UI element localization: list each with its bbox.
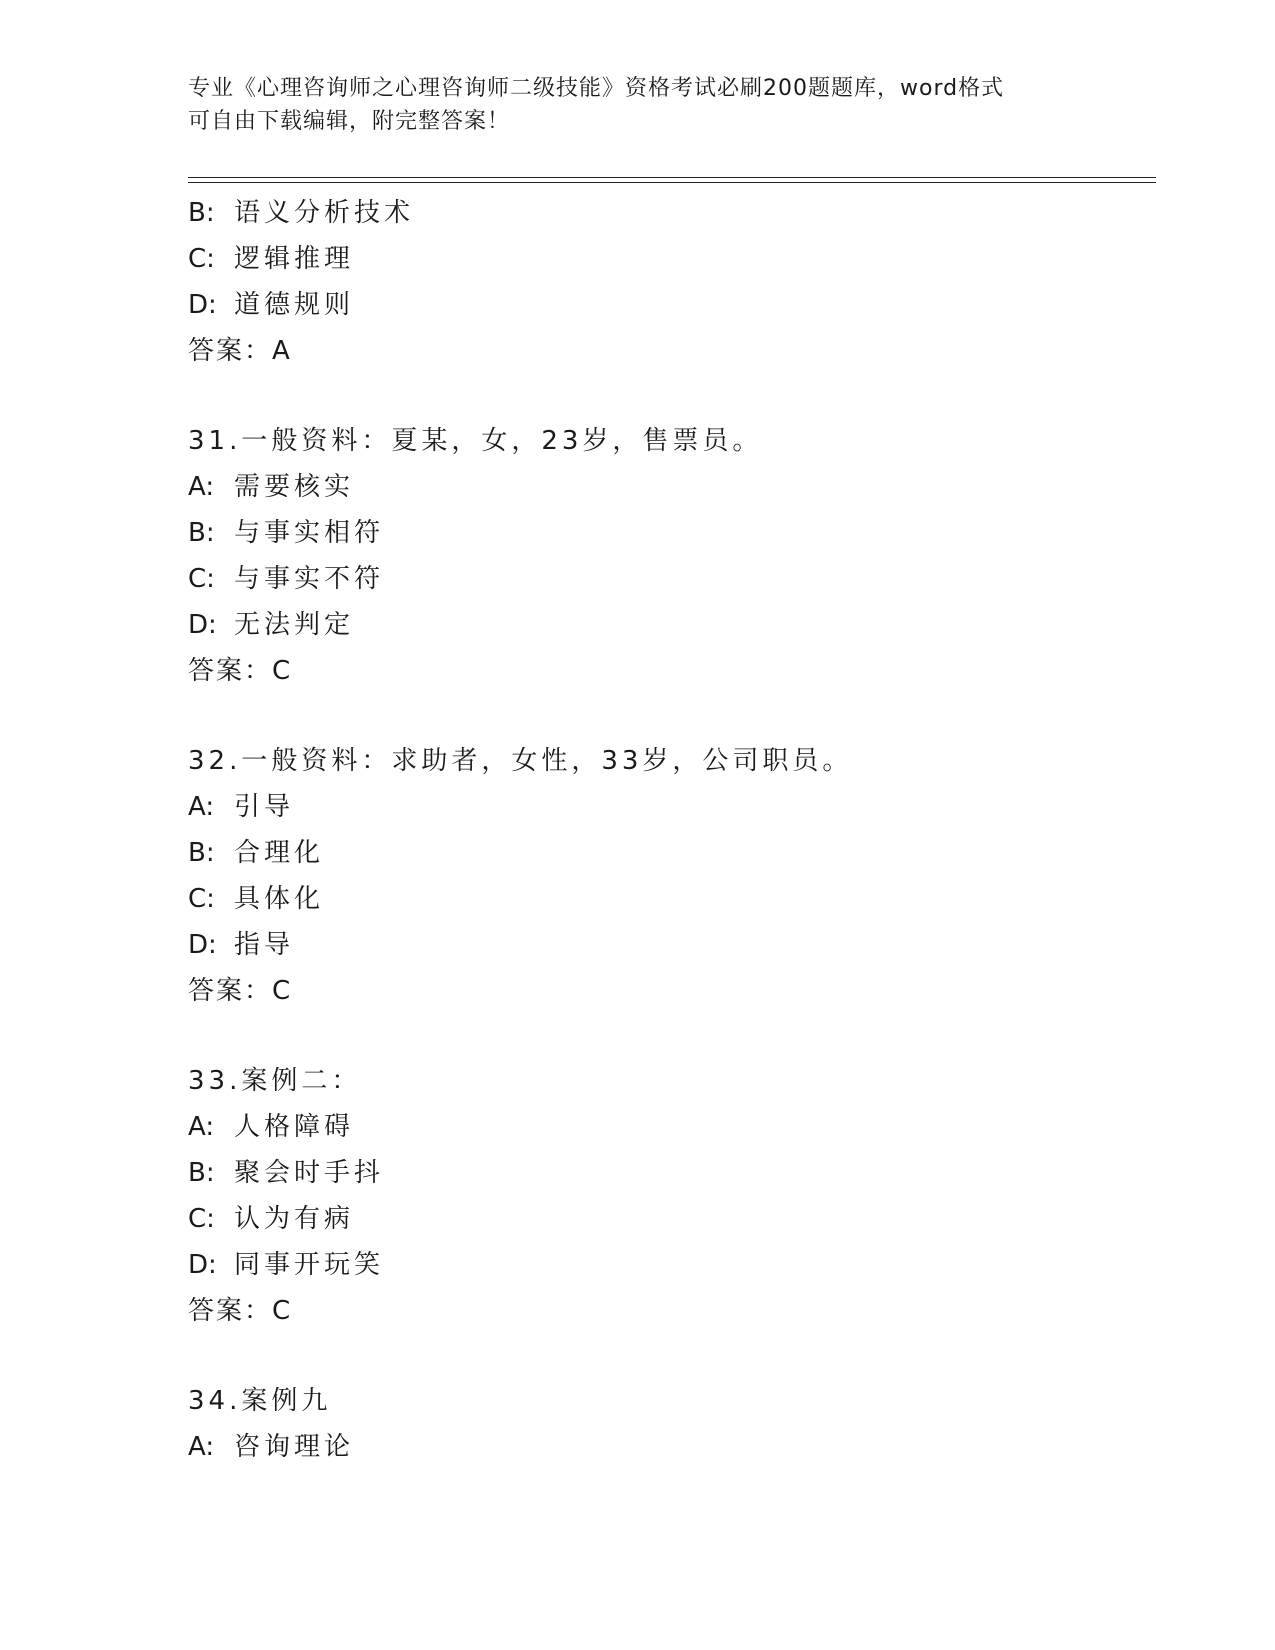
option-b: [188, 510, 1156, 556]
option-b: [188, 1150, 1156, 1196]
option-c: [188, 556, 1156, 602]
question-30-tail: [188, 190, 1156, 374]
option-b: [188, 830, 1156, 876]
question-stem: 33.案例二：: [188, 1066, 362, 1096]
option-letter: B:: [188, 198, 215, 228]
option-letter: D:: [188, 610, 217, 640]
option-letter: A:: [188, 472, 215, 502]
option-text: 聚会时手抖: [234, 1158, 385, 1188]
answer-line: 答案：A: [188, 336, 292, 366]
question-34: [188, 1378, 1156, 1470]
option-text: 道德规则: [234, 290, 355, 320]
option-a: [188, 464, 1156, 510]
option-a: [188, 1424, 1156, 1470]
spacer: [188, 1334, 1156, 1378]
option-text: 合理化: [234, 838, 325, 868]
option-letter: C:: [188, 1204, 215, 1234]
option-text: 逻辑推理: [234, 244, 355, 274]
option-d: [188, 602, 1156, 648]
question-31: [188, 418, 1156, 694]
option-letter: D:: [188, 290, 217, 320]
header-rule-top: [188, 177, 1156, 178]
header-line-2: 可自由下载编辑，附完整答案！: [188, 109, 511, 134]
answer-line: 答案：C: [188, 656, 293, 686]
option-a: [188, 784, 1156, 830]
spacer: [188, 374, 1156, 418]
header-rule-bottom: [188, 182, 1156, 183]
option-text: 需要核实: [234, 472, 355, 502]
option-letter: A:: [188, 792, 215, 822]
spacer: [188, 1014, 1156, 1058]
option-text: 认为有病: [234, 1204, 355, 1234]
option-d: [188, 1242, 1156, 1288]
option-letter: C:: [188, 884, 215, 914]
header-line-1: 专业《心理咨询师之心理咨询师二级技能》资格考试必刷200题题库，word格式: [188, 76, 1005, 101]
option-c: [188, 236, 1156, 282]
option-text: 具体化: [234, 884, 325, 914]
answer-line: 答案：C: [188, 976, 293, 1006]
question-stem: 34.案例九: [188, 1386, 332, 1416]
option-text: 无法判定: [234, 610, 355, 640]
option-text: 与事实相符: [234, 518, 385, 548]
question-stem: 31.一般资料：夏某，女，23岁，售票员。: [188, 426, 763, 456]
option-c: [188, 876, 1156, 922]
option-letter: A:: [188, 1432, 215, 1462]
option-text: 引导: [234, 792, 295, 822]
spacer: [188, 694, 1156, 738]
option-a: [188, 1104, 1156, 1150]
option-text: 人格障碍: [234, 1112, 355, 1142]
option-text: 与事实不符: [234, 564, 385, 594]
option-letter: C:: [188, 244, 215, 274]
question-stem: 32.一般资料：求助者，女性，33岁，公司职员。: [188, 746, 853, 776]
option-c: [188, 1196, 1156, 1242]
option-text: 同事开玩笑: [234, 1250, 385, 1280]
option-letter: A:: [188, 1112, 215, 1142]
document-header: [188, 72, 1088, 138]
question-32: [188, 738, 1156, 1014]
answer-line: 答案：C: [188, 1296, 293, 1326]
option-d: [188, 282, 1156, 328]
option-letter: D:: [188, 930, 217, 960]
option-b: [188, 190, 1156, 236]
option-letter: D:: [188, 1250, 217, 1280]
option-text: 咨询理论: [234, 1432, 355, 1462]
option-d: [188, 922, 1156, 968]
option-letter: C:: [188, 564, 215, 594]
option-text: 指导: [234, 930, 295, 960]
option-letter: B:: [188, 1158, 215, 1188]
question-33: [188, 1058, 1156, 1334]
option-letter: B:: [188, 838, 215, 868]
option-text: 语义分析技术: [234, 198, 415, 228]
question-list: [188, 190, 1156, 1470]
option-letter: B:: [188, 518, 215, 548]
